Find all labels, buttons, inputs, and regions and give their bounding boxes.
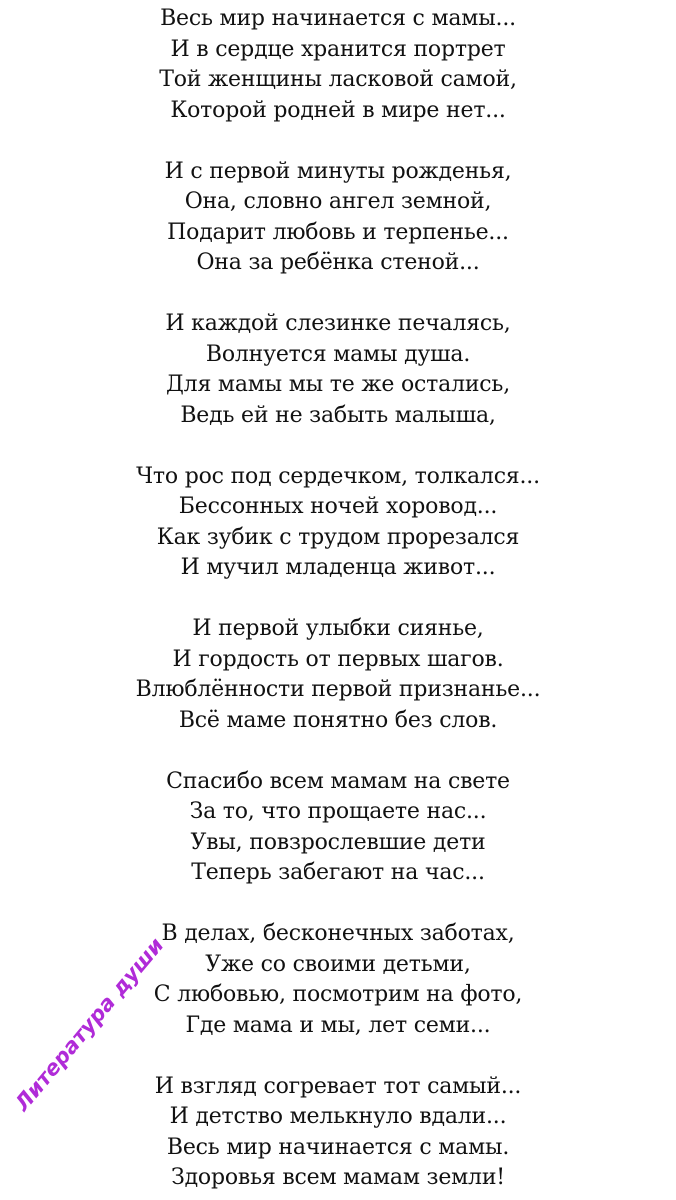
poem-line: Влюблённости первой признанье... bbox=[135, 677, 541, 702]
poem-line: И взгляд согревает тот самый... bbox=[154, 1073, 522, 1099]
poem-line: Той женщины ласковой самой, bbox=[159, 67, 517, 92]
poem-line: И первой улыбки сиянье, bbox=[192, 616, 484, 641]
poem-line: И в сердце хранится портрет bbox=[170, 36, 506, 62]
poem-line: Ведь ей не забыть малыша, bbox=[180, 402, 496, 428]
poem-line: За то, что прощаете нас... bbox=[189, 799, 487, 824]
poem-line: Весь мир начинается с мамы... bbox=[160, 6, 516, 31]
poem-line: Где мама и мы, лет семи... bbox=[185, 1012, 491, 1038]
poem-line: Здоровья всем мамам земли! bbox=[171, 1165, 505, 1190]
poem-line: Всё маме понятно без слов. bbox=[178, 707, 498, 733]
poem-line: И детство мелькнуло вдали... bbox=[169, 1104, 507, 1129]
poem-line: Которой родней в мире нет... bbox=[170, 97, 506, 123]
poem-line: Бессонных ночей хоровод... bbox=[178, 494, 498, 519]
poem-line: Волнуется мамы душа. bbox=[205, 341, 471, 367]
stanza bbox=[0, 157, 676, 279]
stanza bbox=[0, 1072, 676, 1194]
stanza bbox=[0, 462, 676, 584]
stanza bbox=[0, 4, 676, 126]
poem-line: Спасибо всем мамам на свете bbox=[166, 768, 510, 794]
stanza bbox=[0, 309, 676, 431]
poem-line: И гордость от первых шагов. bbox=[172, 646, 504, 672]
poem-line: Она за ребёнка стеной... bbox=[196, 250, 480, 275]
poem-line: В делах, бесконечных заботах, bbox=[161, 921, 515, 946]
poem-line: Она, словно ангел земной, bbox=[184, 189, 492, 214]
stanza bbox=[0, 614, 676, 736]
poem-line: Как зубик с трудом прорезался bbox=[156, 524, 520, 550]
poem-line: И с первой минуты рожденья, bbox=[164, 158, 512, 184]
poem-line: Весь мир начинается с мамы. bbox=[166, 1134, 510, 1160]
poem-line: Уже со своими детьми, bbox=[205, 951, 471, 977]
stanza bbox=[0, 767, 676, 889]
poem-line: С любовью, посмотрим на фото, bbox=[153, 982, 523, 1007]
poem-line: Что рос под сердечком, толкался... bbox=[136, 463, 540, 489]
poem-line: И каждой слезинке печалясь, bbox=[165, 311, 511, 336]
poem-line: Для мамы мы те же остались, bbox=[165, 372, 510, 397]
poem-line: И мучил младенца живот... bbox=[180, 555, 496, 580]
poem-line: Подарит любовь и терпенье... bbox=[167, 219, 509, 245]
poem-line: Увы, повзрослевшие дети bbox=[190, 829, 486, 855]
poem-line: Теперь забегают на час... bbox=[191, 860, 485, 885]
watermark: Литература души bbox=[10, 933, 169, 1116]
